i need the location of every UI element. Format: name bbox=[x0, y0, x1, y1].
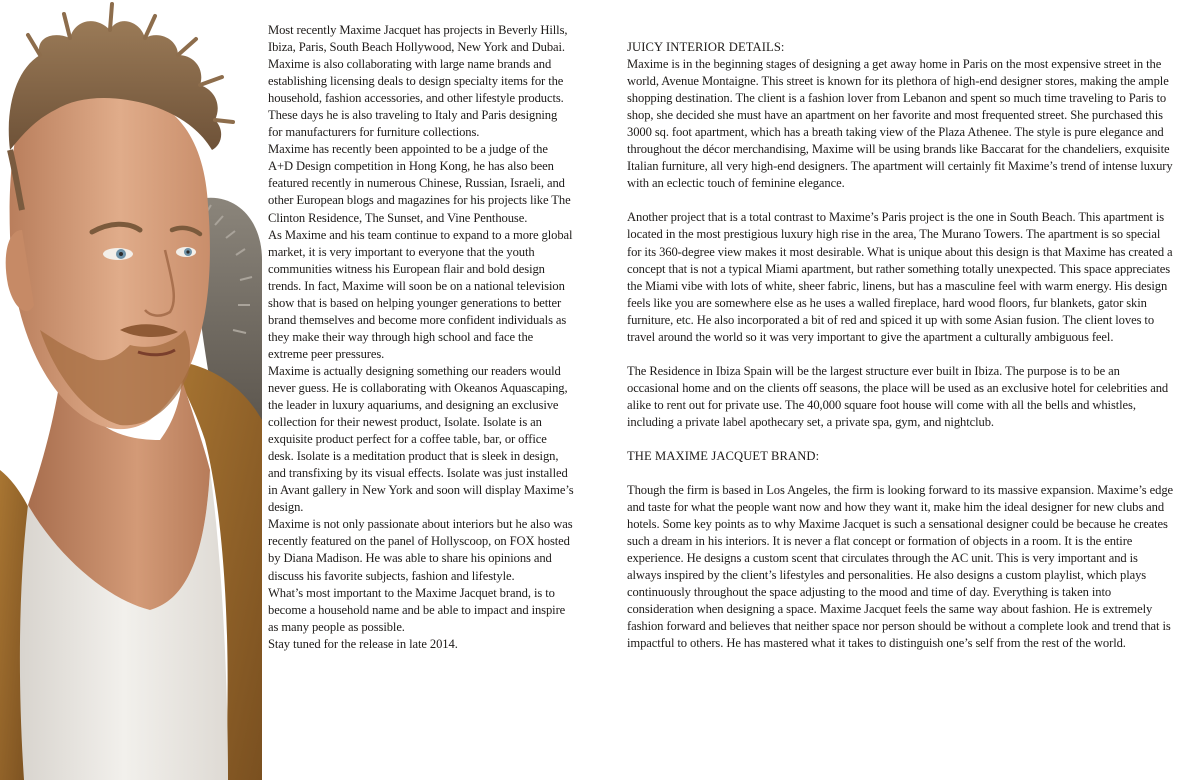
paragraph-household-name: What’s most important to the Maxime Jacquet brand, is to become a household name and be able to impact and inspire as many people as possible. bbox=[268, 585, 566, 634]
paragraph-hollyscoop: Maxime is not only passionate about interiors but he also was recently featured on the panel of Hollyscoop, on FOX hosted by Diana Madison. He was able to share his opinions and discuss his favorite subjects, fashion and lifestyle. bbox=[268, 517, 573, 583]
right-text-column bbox=[627, 39, 1175, 653]
paragraph-global-market: As Maxime and his team continue to expand to a more global market, it is very important to everyone that the youth communities witness his European flair and bold design trends. In fact, Maxime will soon be on a national television show that is based on helping younger generations to better brand themselves and become more confident individuals as they make their way through high school and face the extreme peer pressures. bbox=[268, 227, 573, 361]
paragraph-south-beach: Another project that is a total contrast to Maxime’s Paris project is the one in South Beach. This apartment is located in the most prestigious luxury high rise in the area, The Murano Towers. The apartment is so special for its 360-degree view makes it most desirable. What is unique about this design is that Maxime has created a concept that is not a typical Miami apartment, but rather something totally unexpected. This space appreciates the Miami vibe with lots of white, sheer fabric, linens, but has a masculine feel with warm energy. His design feels like you are somewhere else as he uses a walled fireplace, hard wood floors, fur blankets, gator skin furniture, etc. He also incorporated a bit of red and spiced it up with some Asian fusion. The client loves to travel around the world so it was very important to give the apartment a culturally ambiguous feel. bbox=[627, 210, 1173, 344]
paragraph-paris: Maxime is in the beginning stages of designing a get away home in Paris on the most expensive street in the world, Avenue Montaigne. This street is known for its plethora of high-end designer stores, making the ample shopping destination. The client is a fashion lover from Lebanon and spent so much time traveling to Paris to shop, she decided she must have an apartment on her favorite and most frequented street. She purchased this 3000 sq. foot apartment, which has a breath taking view of the Plaza Athenee. The style is pure elegance and throughout the décor merchandising, Maxime will be using brands like Baccarat for the chandeliers, exquisite Italian furniture, all very high-end designers. The apartment will certainly fit Maxime’s trend of intense luxury with an eclectic touch of feminine elegance. bbox=[627, 57, 1173, 191]
paragraph-spacer bbox=[627, 192, 1175, 209]
paragraph-ibiza: The Residence in Ibiza Spain will be the largest structure ever built in Ibiza. The purpose is to be an occasional home and on the clients off seasons, the place will be used as an exclusive hotel for celebrities and alike to rent out for private use. The 40,000 square foot house will come with all the bells and whistles, including a private label apothecary set, a private spa, gym, and nightclub. bbox=[627, 363, 1169, 429]
left-text-column bbox=[268, 22, 574, 653]
paragraph-stay-tuned: Stay tuned for the release in late 2014. bbox=[268, 636, 458, 651]
heading-brand: THE MAXIME JACQUET BRAND: bbox=[627, 448, 820, 463]
paragraph-brand: Though the firm is based in Los Angeles, the firm is looking forward to its massive expansion. Maxime’s edge and taste for what the people want now and how they want it, make him the ideal designer for new clubs and hotels. Some key points as to why Maxime Jacquet is such a sensational designer could be because he creates such a dream in his interiors. It is never a flat concept or formation of objects in a room. It is the entire experience. He designs a custom scent that circulates through the AC unit. This is very important and is always inspired by the client’s lifestyles and personalities. He also designs a custom playlist, which plays continuously throughout the space adjusting to the mood and time of day. Everything is taken into consideration when designing a space. Maxime Jacquet feels the same way about fashion. He is extremely fashion forward and believes that neither space nor person should be without a complete look and trend that is impactful to others. He has mastered what it takes to distinguish one’s self from the rest of the world. bbox=[627, 483, 1174, 651]
paragraph-spacer bbox=[627, 346, 1175, 363]
paragraph-isolate: Maxime is actually designing something our readers would never guess. He is collaborating with Okeanos Aquascaping, the leader in luxury aquariums, and designing an exclusive collection for their newest product, Isolate. Isolate is an exquisite product perfect for a coffee table, bar, or office desk. Isolate is a meditation product that is sleek in design, and transfixing by its visual effects. Isolate was just installed in Avant gallery in New York and soon will display Maxime’s design. bbox=[268, 363, 574, 515]
paragraph-spacer bbox=[627, 465, 1175, 482]
paragraph-spacer bbox=[627, 431, 1175, 448]
paragraph-judge: Maxime has recently been appointed to be a judge of the A+D Design competition in Hong Kong, he has also been featured recently in numerous Chinese, Russian, Israeli, and other European blogs and magazines for his projects like The Clinton Residence, The Sunset, and Vine Penthouse. bbox=[268, 142, 571, 225]
portrait-illustration bbox=[0, 0, 262, 780]
paragraph-projects: Most recently Maxime Jacquet has projects in Beverly Hills, Ibiza, Paris, South Beach Hollywood, New York and Dubai. bbox=[268, 23, 568, 55]
portrait-photo bbox=[0, 0, 262, 780]
paragraph-licensing: Maxime is also collaborating with large name brands and establishing licensing deals to design specialty items for the household, fashion accessories, and other lifestyle products. These days he is also traveling to Italy and Paris designing for manufacturers for furniture collections. bbox=[268, 57, 564, 140]
heading-juicy-interior: JUICY INTERIOR DETAILS: bbox=[627, 40, 785, 54]
